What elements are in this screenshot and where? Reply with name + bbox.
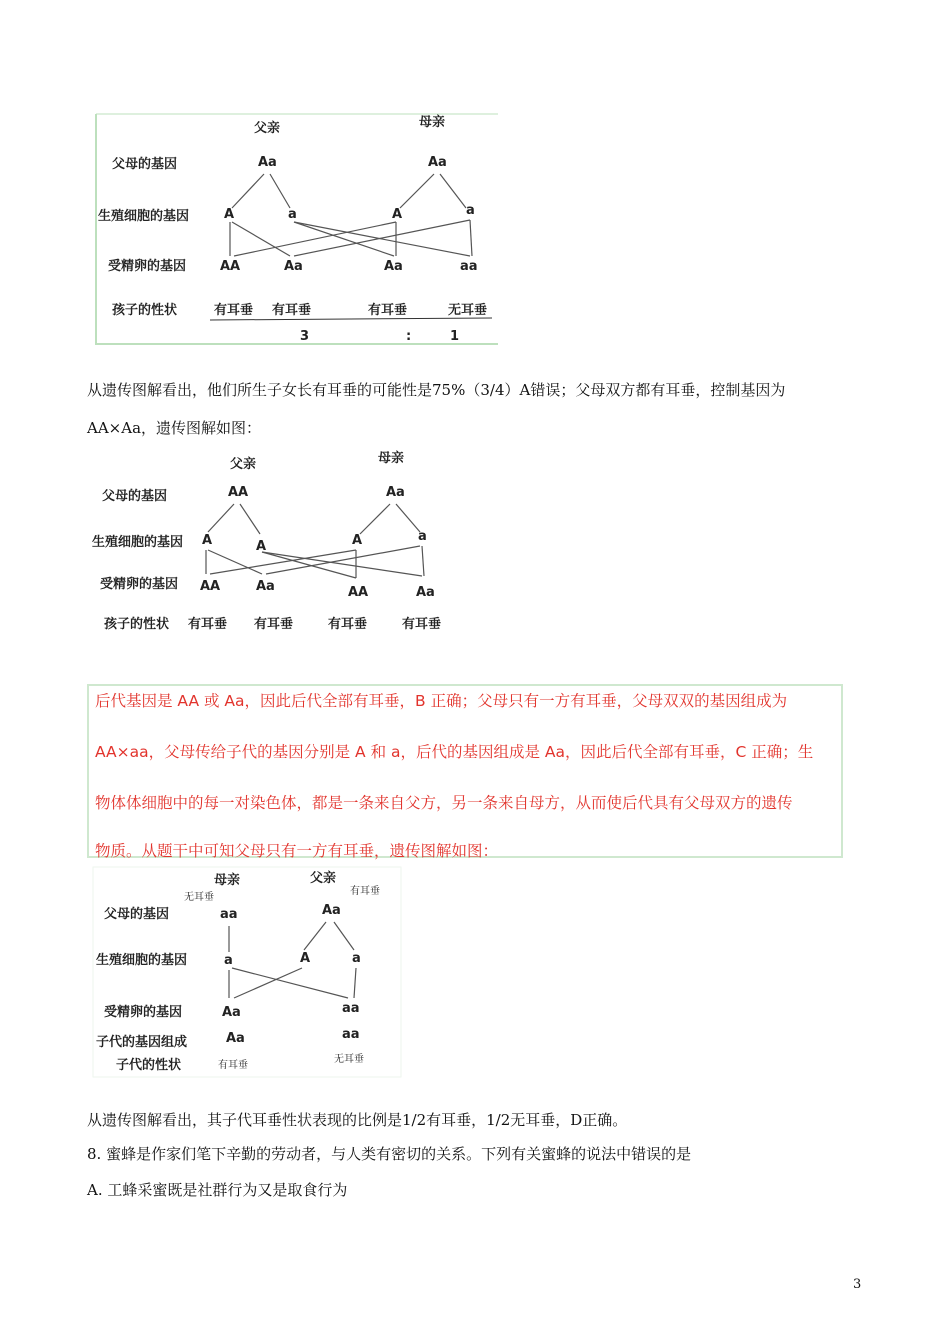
- explanation-line: AA×aa，父母传给子代的基因分别是 A 和 a，后代的基因组成是 Aa，因此后代全部有耳垂，C 正确；生: [95, 743, 814, 761]
- mother-label: 母亲: [378, 451, 405, 466]
- row-label-gametes: 生殖细胞的基因: [92, 535, 184, 550]
- trait: 有耳垂: [254, 617, 294, 632]
- trait: 无耳垂: [334, 1054, 364, 1065]
- zygote: Aa: [384, 259, 403, 274]
- explanation-line: 后代基因是 AA 或 Aa，因此后代全部有耳垂，B 正确；父母只有一方有耳垂，父母双双的基因组成为: [95, 692, 788, 710]
- gamete: a: [466, 203, 475, 218]
- zygote: aa: [342, 1001, 360, 1016]
- mother-gene: Aa: [386, 485, 405, 500]
- trait: 有耳垂: [218, 1060, 248, 1071]
- trait: 无耳垂: [448, 303, 488, 318]
- gamete: A: [352, 533, 363, 548]
- page-number: 3: [853, 1277, 862, 1292]
- row-label-traits: 孩子的性状: [104, 617, 170, 632]
- trait: 有耳垂: [188, 617, 228, 632]
- row-label-gametes: 生殖细胞的基因: [96, 953, 188, 968]
- answer-explanation-box: [87, 684, 843, 858]
- father-gene: AA: [228, 485, 249, 500]
- question-text: 8. 蜜蜂是作家们笔下辛勤的劳动者，与人类有密切的关系。下列有关蜜蜂的说法中错误的是: [87, 1145, 692, 1163]
- father-label: 父亲: [230, 457, 257, 472]
- zygote: AA: [200, 579, 221, 594]
- mother-trait: 无耳垂: [184, 892, 214, 903]
- mother-gene: aa: [220, 907, 238, 922]
- offspring-gene: aa: [342, 1027, 360, 1042]
- zygote: aa: [460, 259, 478, 274]
- row-label-zygotes: 受精卵的基因: [108, 259, 187, 274]
- mother-label: 母亲: [214, 873, 241, 888]
- ratio-separator: :: [406, 329, 412, 344]
- mother-gene: Aa: [428, 155, 447, 170]
- zygote: Aa: [416, 585, 435, 600]
- row-label-zygotes: 受精卵的基因: [100, 577, 179, 592]
- mother-label: 母亲: [419, 115, 446, 130]
- father-label: 父亲: [254, 121, 281, 136]
- genetic-diagram-2: [90, 446, 460, 646]
- gamete: a: [224, 953, 233, 968]
- row-label-parent-genes: 父母的基因: [112, 157, 178, 172]
- gamete: A: [256, 539, 267, 554]
- trait: 有耳垂: [368, 303, 408, 318]
- father-trait: 有耳垂: [350, 886, 380, 897]
- trait: 有耳垂: [214, 303, 254, 318]
- trait: 有耳垂: [272, 303, 312, 318]
- row-label-parent-genes: 父母的基因: [104, 907, 170, 922]
- gamete: A: [202, 533, 213, 548]
- zygote: Aa: [256, 579, 275, 594]
- explanation-line: 从遗传图解看出，他们所生子女长有耳垂的可能性是75%（3/4）A错误；父母双方都有耳垂，控制基因为: [87, 381, 786, 399]
- gamete: A: [224, 207, 235, 222]
- trait: 有耳垂: [328, 617, 368, 632]
- row-label-zygotes: 受精卵的基因: [104, 1005, 183, 1020]
- explanation-line: 物体体细胞中的每一对染色体，都是一条来自父方，另一条来自母方，从而使后代具有父母双方的遗传: [95, 794, 793, 812]
- row-label-gametes: 生殖细胞的基因: [98, 209, 190, 224]
- explanation-line: AA×Aa，遗传图解如图：: [87, 419, 262, 437]
- gamete: a: [352, 951, 361, 966]
- row-label-offspring-genes: 子代的基因组成: [96, 1035, 188, 1050]
- genetic-diagram-1: [94, 112, 500, 346]
- gamete: A: [392, 207, 403, 222]
- ratio-value: 3: [300, 329, 310, 344]
- zygote: Aa: [284, 259, 303, 274]
- gamete: a: [418, 529, 427, 544]
- father-label: 父亲: [310, 871, 337, 886]
- genetic-diagram-3: [92, 866, 402, 1078]
- option-a: A. 工蜂采蜜既是社群行为又是取食行为: [87, 1181, 348, 1199]
- row-label-traits: 子代的性状: [116, 1058, 182, 1073]
- explanation-line: 从遗传图解看出，其子代耳垂性状表现的比例是1/2有耳垂，1/2无耳垂，D正确。: [87, 1111, 628, 1129]
- row-label-traits: 孩子的性状: [112, 303, 178, 318]
- offspring-gene: Aa: [226, 1031, 245, 1046]
- trait: 有耳垂: [402, 617, 442, 632]
- zygote: AA: [220, 259, 241, 274]
- ratio-value: 1: [450, 329, 460, 344]
- gamete: A: [300, 951, 311, 966]
- father-gene: Aa: [258, 155, 277, 170]
- zygote: AA: [348, 585, 369, 600]
- gamete: a: [288, 207, 297, 222]
- explanation-line: 物质。从题干中可知父母只有一方有耳垂，遗传图解如图：: [95, 842, 499, 860]
- zygote: Aa: [222, 1005, 241, 1020]
- father-gene: Aa: [322, 903, 341, 918]
- row-label-parent-genes: 父母的基因: [102, 489, 168, 504]
